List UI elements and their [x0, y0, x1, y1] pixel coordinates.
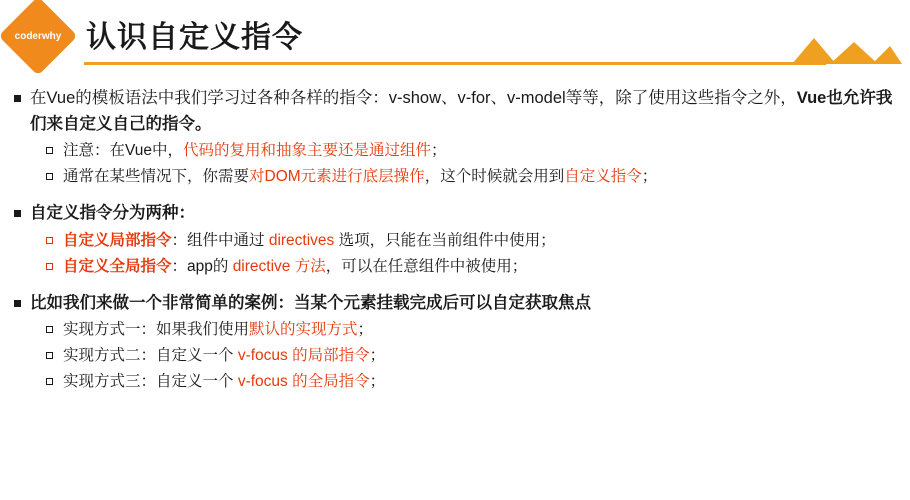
bullet-text [63, 255, 896, 279]
text-run: 自定义全局指令 [63, 257, 172, 275]
text-run: 自定义指令 [564, 168, 642, 186]
bullet-text [63, 139, 896, 163]
text-run: 比如我们来做一个非常简单的案例：当某个元素挂载完成后可以自定获取焦点 [30, 293, 591, 312]
text-run: directive 方法 [232, 257, 326, 275]
square-filled-icon [14, 210, 28, 217]
text-run: 默认的实现方式 [249, 321, 358, 339]
slide-header [0, 0, 910, 72]
square-outline-icon [46, 263, 61, 270]
text-run: ； [369, 347, 386, 365]
text-run: 实现方式三：自定义一个 [63, 373, 238, 391]
bullet-text [30, 201, 896, 227]
bullet-text [63, 370, 896, 394]
text-run: 通常在某些情况下，你需要 [63, 168, 250, 186]
page-title: 认识自定义指令 [86, 21, 303, 54]
title-underline [84, 62, 826, 65]
text-run: ； [641, 168, 658, 186]
square-outline-icon [46, 378, 61, 385]
spacer [14, 281, 896, 291]
text-run: ，可以在任意组件中被使用； [325, 257, 528, 275]
bullet-item-level2 [46, 370, 896, 394]
bullet-item-level2 [46, 344, 896, 368]
bullet-item-level1 [14, 291, 896, 317]
bullet-text [63, 318, 896, 342]
bullet-item-level2 [46, 139, 896, 163]
square-outline-icon [46, 326, 61, 333]
text-run: 注意：在Vue中， [63, 142, 184, 160]
text-run: ：组件中通过 [171, 231, 269, 249]
text-run: 实现方式一：如果我们使用 [63, 321, 250, 339]
text-run: Vue也允许我们来自定义自己的指令。 [30, 89, 893, 133]
bullet-item-level2 [46, 255, 896, 279]
text-run: ； [357, 321, 374, 339]
text-run: 选项，只能在当前组件中使用； [334, 231, 556, 249]
slide-body [0, 78, 910, 500]
bullet-text [30, 86, 896, 137]
text-run: 代码的复用和抽象主要还是通过组件 [183, 142, 432, 160]
square-outline-icon [46, 237, 61, 244]
bullet-item-level2 [46, 229, 896, 253]
text-run: ，这个时候就会用到 [424, 168, 565, 186]
text-run: ； [369, 373, 386, 391]
text-run: ； [431, 142, 447, 160]
text-run: directives [268, 231, 335, 249]
logo-label: coderwhy [14, 30, 62, 42]
bullet-item-level1 [14, 86, 896, 137]
text-run: v-focus 的全局指令 [237, 373, 370, 391]
bullet-text [63, 344, 896, 368]
mountains-icon [792, 36, 902, 64]
text-run: v-focus 的局部指令 [237, 347, 370, 365]
spacer [14, 191, 896, 201]
square-outline-icon [46, 173, 61, 180]
bullet-text [30, 291, 896, 317]
text-run: ：app的 [171, 257, 233, 275]
square-outline-icon [46, 147, 61, 154]
bullet-item-level1 [14, 201, 896, 227]
square-filled-icon [14, 95, 28, 102]
text-run: 对DOM元素进行底层操作 [249, 168, 425, 186]
bullet-text [63, 229, 896, 253]
square-filled-icon [14, 300, 28, 307]
text-run: 自定义指令分为两种： [30, 204, 195, 223]
square-outline-icon [46, 352, 61, 359]
bullet-text [63, 165, 896, 189]
bullet-item-level2 [46, 165, 896, 189]
text-run: 实现方式二：自定义一个 [63, 347, 238, 365]
text-run: 在Vue的模板语法中我们学习过各种各样的指令：v-show、v-for、v-model等等，除了使用这些指令之外， [30, 89, 797, 107]
text-run: 自定义局部指令 [63, 231, 172, 249]
bullet-item-level2 [46, 318, 896, 342]
